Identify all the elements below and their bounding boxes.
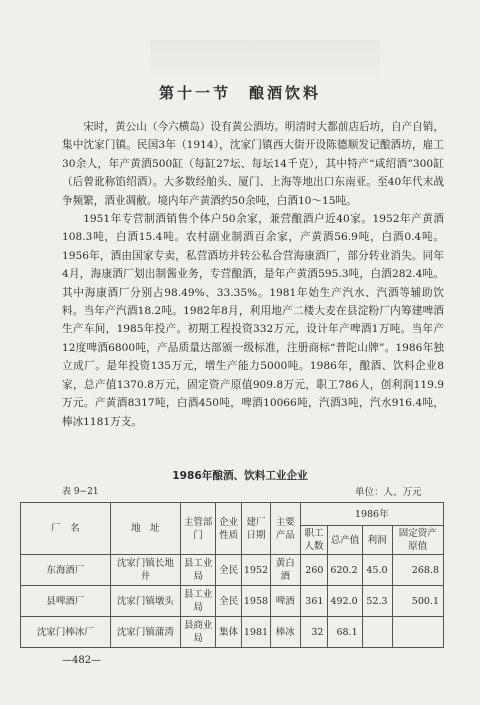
cell-factory: 东海酒厂 [21, 555, 111, 586]
cell-staff: 361 [300, 586, 328, 617]
cell-date: 1958 [241, 586, 270, 617]
header-dept: 主管部门 [181, 503, 216, 555]
cell-product: 黄白酒 [271, 555, 300, 586]
cell-product: 棒冰 [271, 617, 300, 648]
cell-profit [362, 617, 392, 648]
cell-profit: 45.0 [362, 555, 392, 586]
section-title: 第十一节 酿酒饮料 [158, 84, 321, 102]
header-year-group: 1986年 [300, 503, 443, 526]
cell-address: 沈家门镇长地井 [110, 555, 180, 586]
cell-nature: 全民 [216, 555, 242, 586]
cell-address: 沈家门镇墩头 [110, 586, 180, 617]
table-row [21, 555, 444, 586]
cell-dept: 县工业局 [181, 555, 216, 586]
cell-staff: 260 [300, 555, 328, 586]
header-factory: 厂 名 [21, 503, 111, 555]
cell-dept: 县商业局 [181, 617, 216, 648]
cell-nature: 全民 [216, 586, 242, 617]
cell-factory: 沈家门棒冰厂 [21, 617, 111, 648]
body-text [62, 118, 444, 431]
paragraph-2: 1951年专营制酒销售个体户50余家，兼营酿酒户近40家。1952年产黄酒108.3吨，白酒15.4吨。农村副业制酒百余家，产黄酒56.9吨，白酒0.4吨。1956年，酒由国家专卖，私营酒坊并转公私合营海康酒厂，部分转业消失。同年4月，海康酒厂划出制酱业务，专营酿酒，是年产黄酒595.3吨，白酒282.4吨。其中海康酒厂分别占98.49%、33.35%。1981年始生产汽水、汽酒等辅助饮料。当年产汽酒18.2吨。1982年8月，利用地产二楼大麦在县淀粉厂内筹建啤酒生产车间，1985年投产。初期工程投资332万元，设计年产啤酒1万吨。当年产12度啤酒6800吨，产品质量达部颁一级标准，注册商标“普陀山牌”。1986年独立成厂。是年投资135万元，增生产能力5000吨。1986年，酿酒、饮料企业8家，总产值1370.8万元，固定资产原值909.8万元，职工786人，创利润119.9万元。产黄酒8317吨，白酒450吨，啤酒10066吨，汽酒3吨，汽水916.4吨，棒冰1181万支。 [62, 213, 444, 428]
cell-output: 492.0 [328, 586, 362, 617]
cell-address: 沈家门镇蒲湾 [110, 617, 180, 648]
cell-staff: 32 [300, 617, 328, 648]
table-number: 表 9−21 [62, 487, 99, 497]
cell-assets: 268.8 [392, 555, 443, 586]
header-profit: 利润 [362, 526, 392, 555]
cell-factory: 县啤酒厂 [21, 586, 111, 617]
table-row [21, 617, 444, 648]
header-assets: 固定资产原值 [392, 526, 443, 555]
table-title: 1986年酿酒、饮料工业企业 [172, 470, 308, 482]
cell-dept: 县工业局 [181, 586, 216, 617]
paragraph-1: 宋时，黄公山（今六横岛）设有黄公酒坊。明清时大都前店后坊，自产自销，集中沈家门镇。民国3年（1914），沈家门镇西大街开设陈德顺发记酿酒坊，雇工30余人，年产黄酒500缸（每缸27坛、每坛14千克），其中特产“咸绍酒”300缸（后曾讹称馅绍酒）。大多数经舶头、厦门、上海等地出口东南亚。至40年代末战争频繁，酒业凋敝。境内年产黄酒约50余吨，白酒10～15吨。 [62, 121, 444, 207]
page-number: —482— [62, 655, 102, 666]
header-output: 总产值 [328, 526, 362, 555]
cell-nature: 集体 [216, 617, 242, 648]
cell-date: 1952 [241, 555, 270, 586]
table-unit: 单位：人、万元 [355, 487, 422, 498]
cell-output: 620.2 [328, 555, 362, 586]
table-header-row [21, 503, 444, 526]
header-nature: 企业性质 [216, 503, 242, 555]
cell-output: 68.1 [328, 617, 362, 648]
bleed-through-shadow [150, 40, 380, 76]
table-row [21, 586, 444, 617]
header-address: 地 址 [110, 503, 180, 555]
cell-product: 啤酒 [271, 586, 300, 617]
cell-assets [392, 617, 443, 648]
header-date: 建厂日期 [241, 503, 270, 555]
cell-profit: 52.3 [362, 586, 392, 617]
header-staff: 职工人数 [300, 526, 328, 555]
enterprise-table [20, 502, 444, 648]
header-product: 主要产品 [271, 503, 300, 555]
cell-date: 1981 [241, 617, 270, 648]
cell-assets: 500.1 [392, 586, 443, 617]
